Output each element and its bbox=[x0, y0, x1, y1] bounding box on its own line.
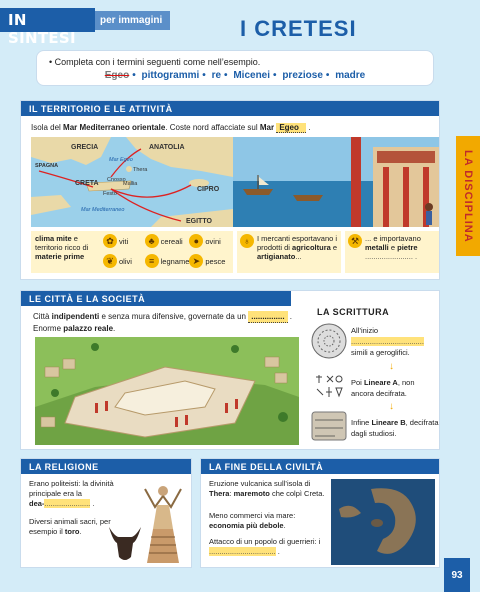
map-label-thera: Thera bbox=[133, 167, 148, 173]
map-label-festo: Festo bbox=[103, 191, 117, 197]
resource-legname: ≡ legname bbox=[145, 254, 190, 268]
religion-text-2: Diversi animali sacri, per esempio il toro. bbox=[29, 517, 111, 536]
grapes-icon: ✿ bbox=[103, 234, 117, 248]
discipline-side-tab: LA DISCIPLINA bbox=[456, 136, 480, 256]
fish-icon: ➤ bbox=[189, 254, 203, 268]
writing-step-2: Poi Lineare A, non ancora decifrata. bbox=[351, 378, 415, 398]
map-label-mar-mediterraneo: Mar Mediterraneo bbox=[81, 207, 125, 213]
word-micenei: Micenei bbox=[233, 70, 271, 81]
territory-header: IL TERRITORIO E LE ATTIVITÀ bbox=[21, 101, 439, 116]
mediterranean-map bbox=[31, 137, 233, 227]
map-label-cipro: CIPRO bbox=[197, 186, 220, 193]
writing-title: LA SCRITTURA bbox=[317, 307, 390, 317]
resource-olivi: ❦ olivi bbox=[103, 254, 145, 268]
imports-box bbox=[345, 231, 439, 273]
snake-goddess-statue-icon bbox=[141, 479, 185, 565]
territory-intro: Isola del Mar Mediterraneo orientale. Coste nord affacciate sul Mar Egeo . bbox=[31, 123, 311, 132]
santorini-satellite-picture bbox=[331, 479, 435, 565]
merchants-box bbox=[237, 231, 341, 273]
page-title: I CRETESI bbox=[240, 16, 357, 41]
territory-section bbox=[20, 100, 440, 280]
arrow-down-icon: ↓ bbox=[389, 401, 394, 412]
map-label-egitto: EGITTO bbox=[186, 218, 212, 225]
page-number: 93 bbox=[444, 558, 470, 592]
vase-icon: ♁ bbox=[240, 234, 254, 248]
map-label-creta: CRETA bbox=[75, 180, 99, 187]
bull-head-icon bbox=[105, 523, 145, 565]
linear-a-glyphs-icon bbox=[313, 373, 345, 401]
word-bank: Egeo • pittogrammi • re • Micenei • preziose • madre bbox=[104, 70, 366, 81]
resource-ovini: ● ovini bbox=[189, 234, 231, 248]
merchants-text: I mercanti esportavano i prodotti di agricoltura e artigianato... bbox=[257, 234, 338, 261]
map-label-anatolia: ANATOLIA bbox=[149, 144, 185, 151]
exercise-box bbox=[36, 50, 434, 86]
sheep-icon: ● bbox=[189, 234, 203, 248]
religion-section bbox=[20, 458, 192, 568]
sea-blank: Egeo bbox=[276, 123, 306, 133]
imports-blank: ....................... . bbox=[365, 252, 418, 261]
imports-text: ... e importavano metalli e pietre ....................... . bbox=[365, 234, 421, 261]
climate-text: clima mite e territorio ricco di materie prime bbox=[35, 234, 89, 261]
cities-header: LE CITTÀ E LA SOCIETÀ bbox=[21, 291, 291, 306]
word-re: re bbox=[211, 70, 222, 81]
cities-text: Città indipendenti e senza mura difensive, governate da un ............... . Enorme palazzo reale. bbox=[33, 312, 293, 333]
goddess-blank: ...................... bbox=[44, 499, 91, 508]
cities-section bbox=[20, 290, 440, 450]
word-pittogrammi: pittogrammi bbox=[141, 70, 200, 81]
word-preziose: preziose bbox=[282, 70, 323, 81]
minoan-harbor-picture bbox=[233, 137, 439, 227]
map-label-grecia: GRECIA bbox=[71, 144, 99, 151]
pictograms-blank: ................................... bbox=[351, 337, 424, 346]
micenei-blank: ................................ bbox=[209, 547, 276, 556]
metal-icon: ⚒ bbox=[348, 234, 362, 248]
summary-sub-label: per immagini bbox=[95, 11, 170, 30]
word-madre: madre bbox=[335, 70, 366, 81]
writing-step-3: Infine Lineare B, decifrata dagli studiosi. bbox=[351, 418, 439, 438]
end-header: LA FINE DELLA CIVILTÀ bbox=[201, 459, 439, 474]
map-label-mar-egeo: Mar Egeo bbox=[109, 157, 133, 163]
writing-step-1: All’inizio ................................... simili a geroglifici. bbox=[351, 326, 424, 357]
summary-tab-label: IN SINTESI bbox=[0, 8, 95, 32]
exercise-instruction: • Completa con i termini seguenti come nell’esempio. bbox=[49, 57, 261, 67]
resource-viti: ✿ viti bbox=[103, 234, 145, 248]
wood-icon: ≡ bbox=[145, 254, 159, 268]
map-label-spagna: SPAGNA bbox=[35, 163, 59, 169]
map-label-cnosso: Cnosso bbox=[107, 177, 126, 183]
end-text-3: Attacco di un popolo di guerrieri: i ................................ . bbox=[209, 537, 321, 556]
map-label-mallia: Mallia bbox=[123, 181, 138, 187]
religion-header: LA RELIGIONE bbox=[21, 459, 191, 474]
knossos-palace-picture bbox=[35, 337, 299, 445]
olive-icon: ❦ bbox=[103, 254, 117, 268]
phaistos-disc-icon bbox=[311, 323, 347, 359]
wheat-icon: ♣ bbox=[145, 234, 159, 248]
king-blank: ............... bbox=[248, 311, 287, 323]
arrow-down-icon: ↓ bbox=[389, 361, 394, 372]
resources-grid bbox=[103, 234, 231, 268]
climate-box bbox=[31, 231, 233, 273]
word-egeo: Egeo bbox=[104, 70, 130, 81]
linear-b-tablet-icon bbox=[311, 411, 347, 441]
religion-text-1: Erano politeisti: la divinità principale era la dea-...................... . bbox=[29, 479, 114, 508]
resource-cereali: ♣ cereali bbox=[145, 234, 190, 248]
end-text-2: Meno commerci via mare: economia più debole. bbox=[209, 511, 296, 530]
exercise-instruction-text: Completa con i termini seguenti come nell’esempio. bbox=[54, 57, 261, 67]
end-text-1: Eruzione vulcanica sull’isola di Thera: maremoto che colpì Creta. bbox=[209, 479, 325, 498]
resource-pesce: ➤ pesce bbox=[189, 254, 231, 268]
end-section bbox=[200, 458, 440, 568]
